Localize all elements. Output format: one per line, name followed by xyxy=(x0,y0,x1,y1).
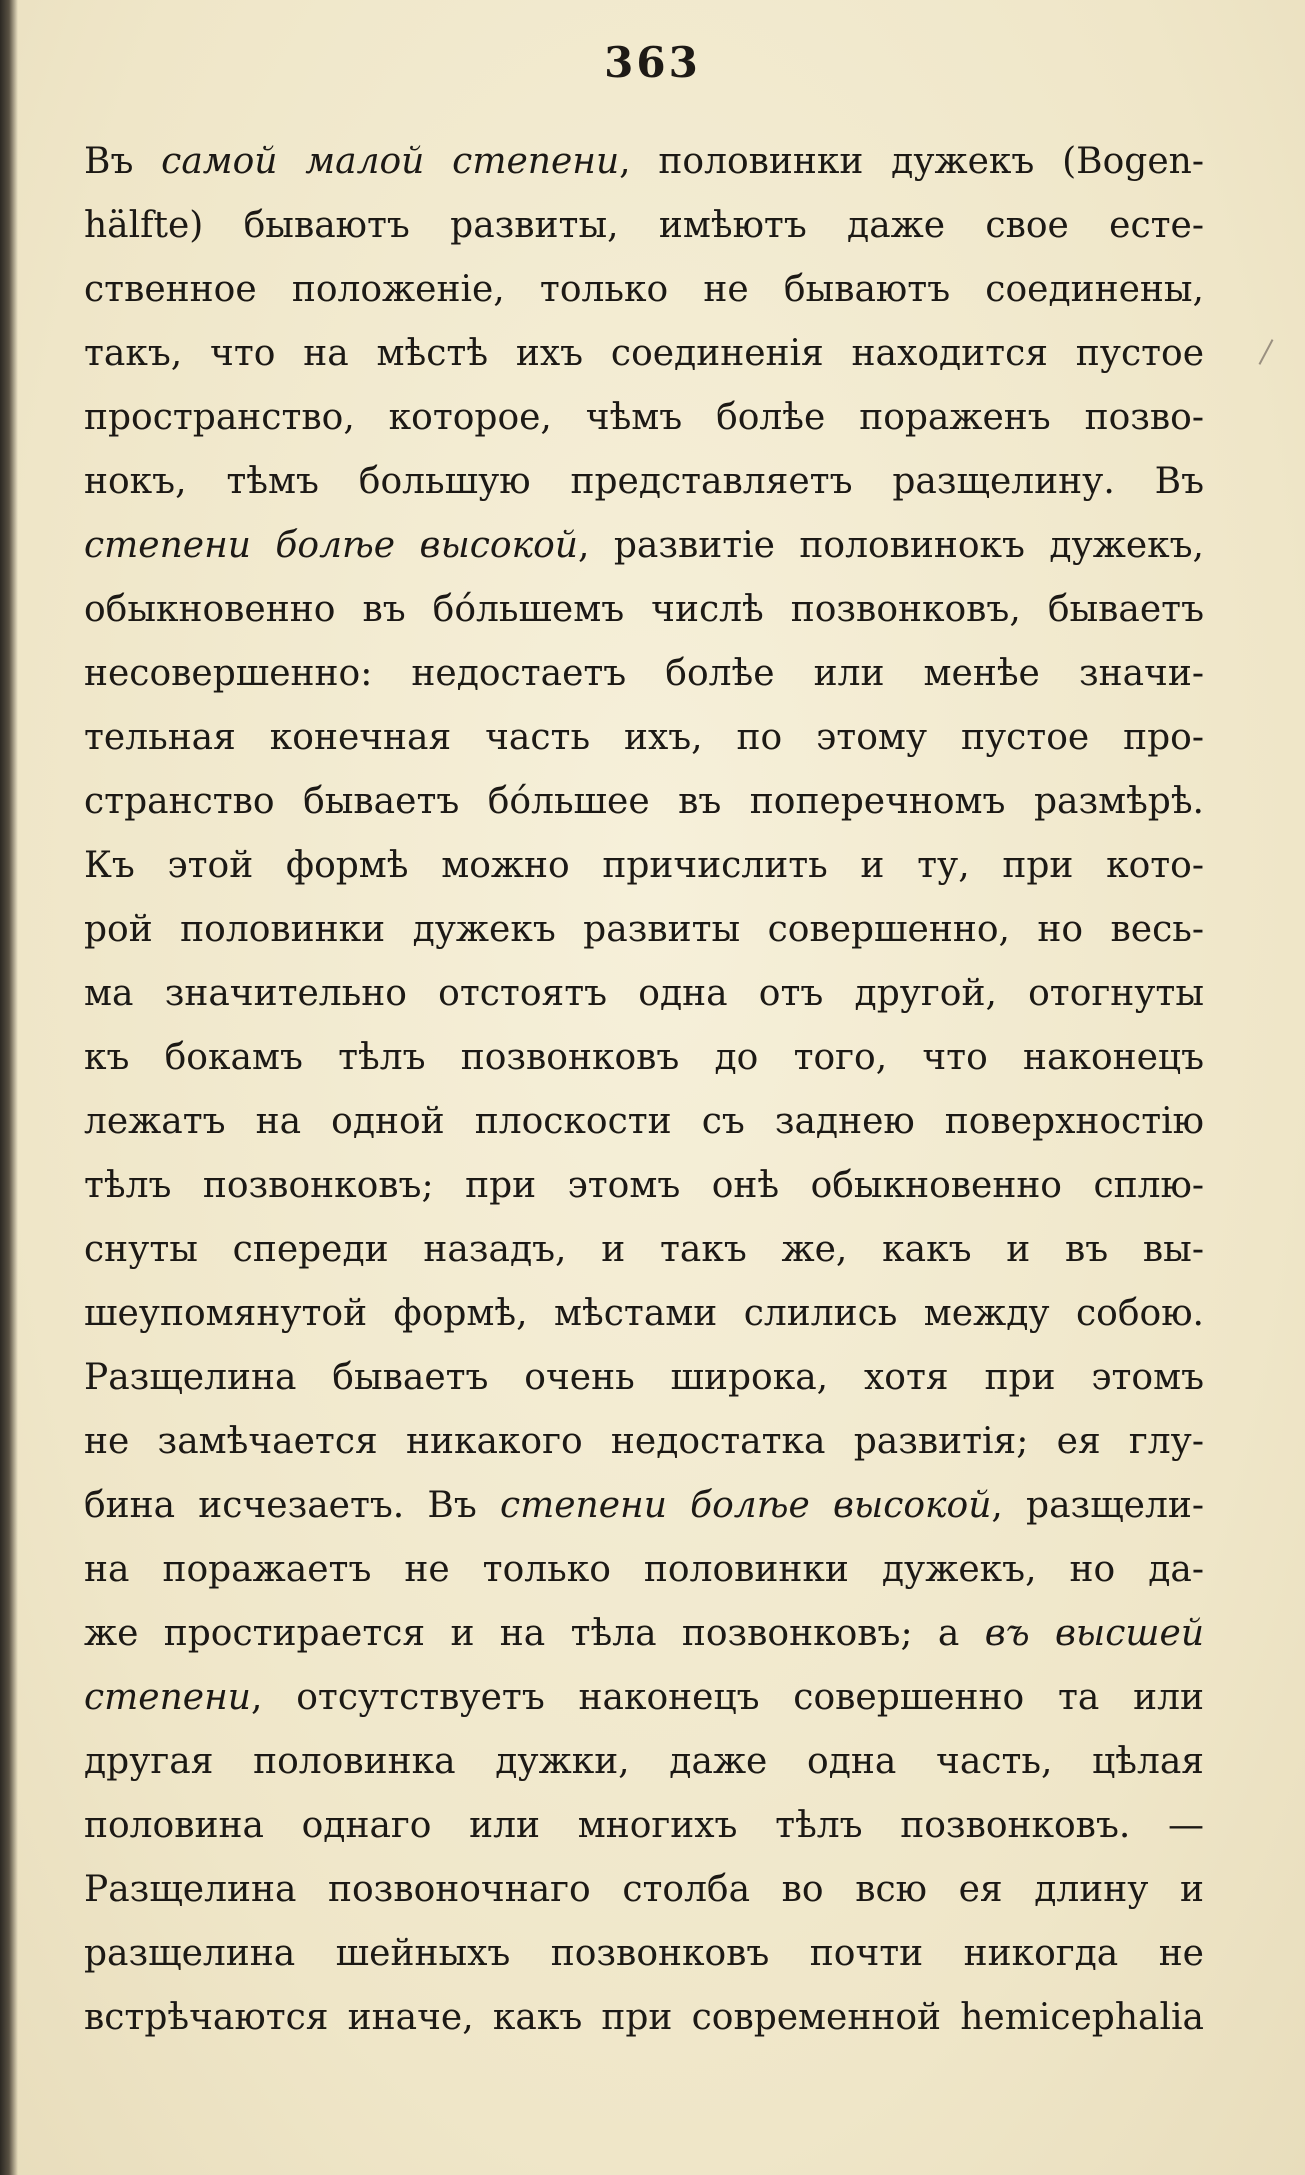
italic-text-run: степени xyxy=(84,1677,251,1718)
text-line xyxy=(84,1986,1204,2050)
text-line xyxy=(84,898,1204,962)
text-run: лежатъ на одной плоскости съ заднею поверхностію xyxy=(84,1101,1204,1142)
text-run: встрѣчаются иначе, какъ при современной hemicephalia xyxy=(84,1997,1204,2038)
text-line xyxy=(84,1538,1204,1602)
text-run: не замѣчается никакого недостатка развитія; ея глу- xyxy=(84,1421,1204,1462)
text-line xyxy=(84,962,1204,1026)
body-text xyxy=(84,130,1204,2050)
text-run: разщелина шейныхъ позвонковъ почти никогда не xyxy=(84,1933,1204,1974)
text-line xyxy=(84,770,1204,834)
text-line xyxy=(84,1474,1204,1538)
text-run: къ бокамъ тѣлъ позвонковъ до того, что наконецъ xyxy=(84,1037,1204,1078)
text-line xyxy=(84,1794,1204,1858)
text-run: , отсутствуетъ наконецъ совершенно та или xyxy=(251,1677,1204,1718)
italic-text-run: степени болѣе высокой xyxy=(499,1485,992,1526)
text-line xyxy=(84,1154,1204,1218)
text-run: снуты спереди назадъ, и такъ же, какъ и въ вы- xyxy=(84,1229,1204,1270)
page-number: 363 xyxy=(604,38,701,87)
text-line xyxy=(84,450,1204,514)
text-line xyxy=(84,1026,1204,1090)
text-run: странство бываетъ бóльшее въ поперечномъ размѣрѣ. xyxy=(84,781,1204,822)
text-run: , разщели- xyxy=(991,1485,1204,1526)
text-run: Разщелина бываетъ очень широка, хотя при этомъ xyxy=(84,1357,1204,1398)
text-line xyxy=(84,386,1204,450)
binding-shadow xyxy=(0,0,18,2175)
text-line xyxy=(84,1922,1204,1986)
text-line xyxy=(84,1346,1204,1410)
text-line xyxy=(84,706,1204,770)
text-run: тѣлъ позвонковъ; при этомъ онѣ обыкновенно сплю- xyxy=(84,1165,1204,1206)
text-line xyxy=(84,258,1204,322)
text-line xyxy=(84,834,1204,898)
text-line xyxy=(84,1282,1204,1346)
text-run: на поражаетъ не только половинки дужекъ, но да- xyxy=(84,1549,1204,1590)
text-line xyxy=(84,1090,1204,1154)
text-run: hälfte) бываютъ развиты, имѣютъ даже свое есте- xyxy=(84,205,1204,246)
text-line xyxy=(84,1666,1204,1730)
text-line xyxy=(84,514,1204,578)
text-run: тельная конечная часть ихъ, по этому пустое про- xyxy=(84,717,1204,758)
text-run: же простирается и на тѣла позвонковъ; а xyxy=(84,1613,985,1654)
text-run: такъ, что на мѣстѣ ихъ соединенія находится пустое xyxy=(84,333,1204,374)
text-run: пространство, которое, чѣмъ болѣе пораженъ позво- xyxy=(84,397,1204,438)
text-run: шеупомянутой формѣ, мѣстами слились между собою. xyxy=(84,1293,1204,1334)
text-line xyxy=(84,1602,1204,1666)
italic-text-run: въ высшей xyxy=(984,1613,1205,1654)
text-line xyxy=(84,322,1204,386)
text-line xyxy=(84,642,1204,706)
text-run: ственное положеніе, только не бываютъ соединены, xyxy=(84,269,1204,310)
text-run: нокъ, тѣмъ большую представляетъ разщелину. Въ xyxy=(84,461,1204,502)
text-run: рой половинки дужекъ развиты совершенно, но весь- xyxy=(84,909,1204,950)
text-run: половина однаго или многихъ тѣлъ позвонковъ. — xyxy=(84,1805,1204,1846)
text-run: , половинки дужекъ (Bogen- xyxy=(619,141,1204,182)
text-run: Въ xyxy=(84,141,162,182)
text-line xyxy=(84,1858,1204,1922)
text-run: ма значительно отстоятъ одна отъ другой, отогнуты xyxy=(84,973,1204,1014)
text-line xyxy=(84,1730,1204,1794)
text-run: бина исчезаетъ. Въ xyxy=(84,1485,500,1526)
text-line xyxy=(84,194,1204,258)
margin-pencil-mark xyxy=(1259,339,1274,365)
text-line xyxy=(84,1410,1204,1474)
italic-text-run: самой малой степени xyxy=(161,141,620,182)
text-run: , развитіе половинокъ дужекъ, xyxy=(577,525,1205,566)
text-run: несовершенно: недостаетъ болѣе или менѣе значи- xyxy=(84,653,1204,694)
text-run: обыкновенно въ бóльшемъ числѣ позвонковъ, бываетъ xyxy=(84,589,1204,630)
text-run: Разщелина позвоночнаго столба во всю ея длину и xyxy=(84,1869,1204,1910)
text-run: Къ этой формѣ можно причислить и ту, при кото- xyxy=(84,845,1204,886)
text-line xyxy=(84,578,1204,642)
text-line xyxy=(84,1218,1204,1282)
text-run: другая половинка дужки, даже одна часть, цѣлая xyxy=(84,1741,1204,1782)
text-line xyxy=(84,130,1204,194)
italic-text-run: степени болѣе высокой xyxy=(84,525,578,566)
